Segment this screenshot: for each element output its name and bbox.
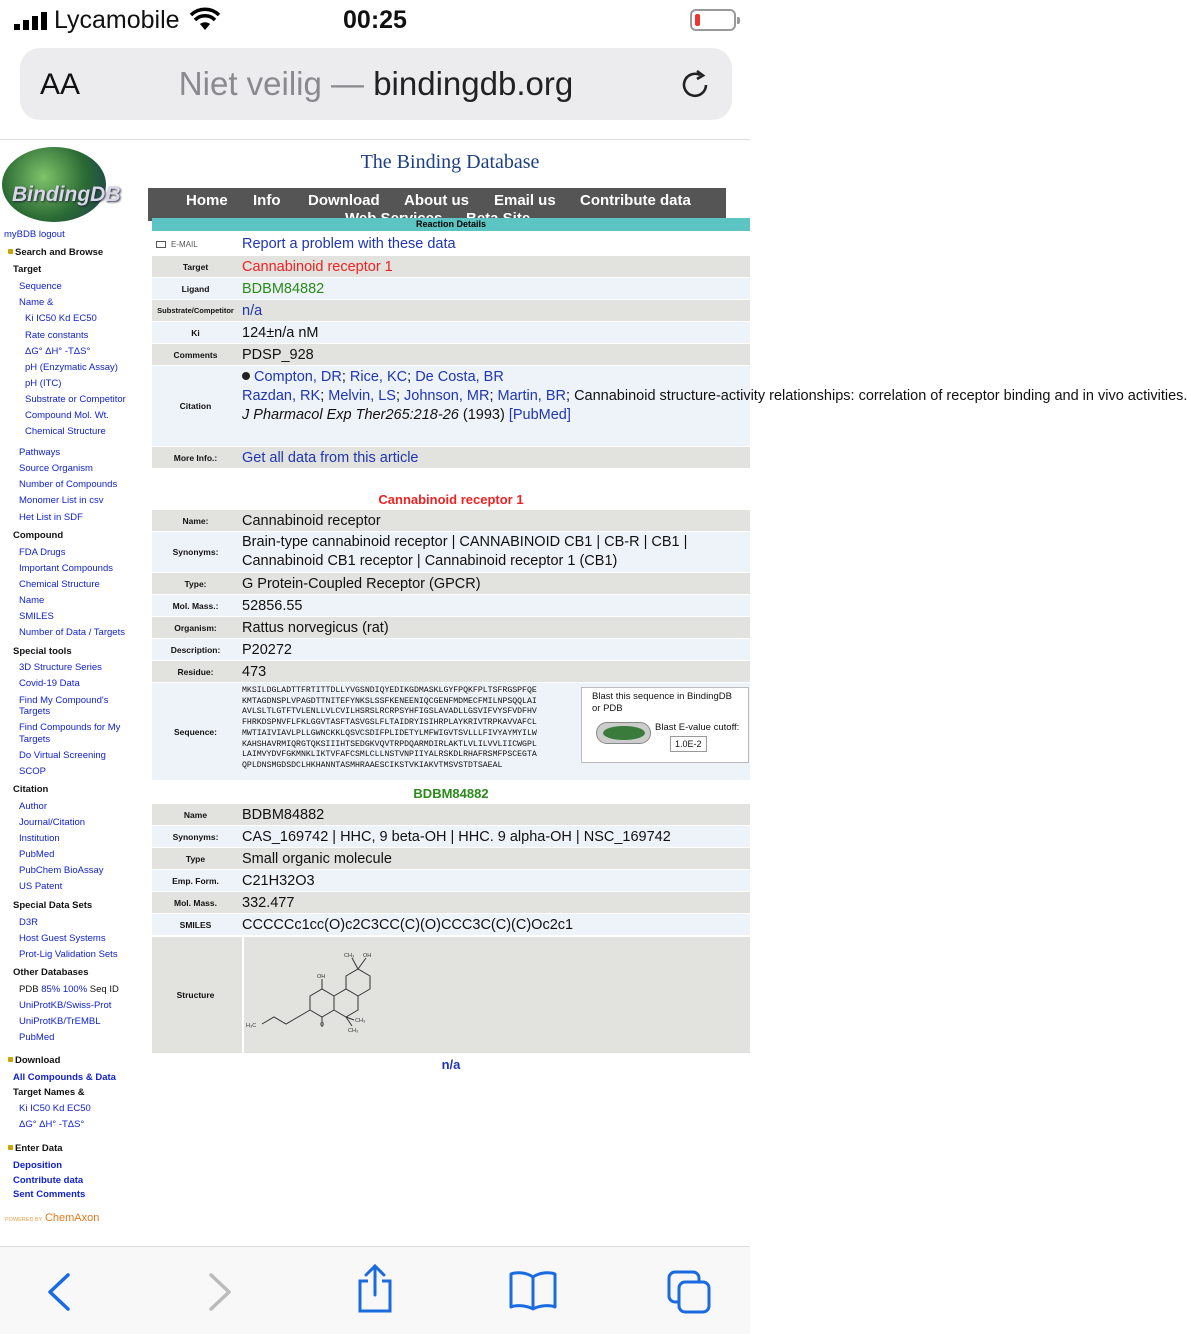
substrate-row xyxy=(152,300,750,321)
sidebar-target-link[interactable]: Ki IC50 Kd EC50 xyxy=(25,313,97,324)
row-key: Description: xyxy=(170,644,221,655)
ki-row xyxy=(152,322,750,343)
article-link[interactable]: Get all data from this article xyxy=(242,449,419,466)
bullet-icon xyxy=(242,372,250,380)
target-section-title: Cannabinoid receptor 1 xyxy=(378,492,524,507)
target-mass: 52856.55 xyxy=(242,597,303,614)
sidebar-target-link[interactable]: Het List in SDF xyxy=(19,512,83,523)
sidebar-target-link[interactable]: Monomer List in csv xyxy=(19,495,104,506)
author-link[interactable]: Compton, DR xyxy=(254,369,342,385)
site-title: The Binding Database xyxy=(360,151,540,173)
web-page xyxy=(0,141,1187,1246)
sidebar-dataset-link[interactable]: Host Guest Systems xyxy=(19,933,106,944)
sidebar-target-link[interactable]: pH (ITC) xyxy=(25,378,62,389)
sidebar-mybdb-link[interactable]: myBDB logout xyxy=(4,229,65,240)
tabs-icon[interactable] xyxy=(666,1269,714,1315)
tsyn-row xyxy=(152,532,750,572)
svg-text:O: O xyxy=(320,1022,325,1028)
row-key: Type xyxy=(185,853,206,864)
sidebar-enter-link[interactable]: Deposition xyxy=(13,1160,63,1171)
sequence-line: AVLSLTLGTFTVLENLLVLCVILHSRSLRCRPSYHFIGSLAVADLLGSVIFVYSFVDFHV xyxy=(242,707,537,717)
row-key: Substrate/Competitor xyxy=(157,306,234,315)
moreinfo-row xyxy=(152,447,750,468)
sidebar-tool-link[interactable]: Covid-19 Data xyxy=(19,678,80,689)
sidebar-enter-link[interactable]: Contribute data xyxy=(13,1175,84,1186)
lmass-row xyxy=(152,892,750,913)
row-key: Organism: xyxy=(174,622,217,633)
sidebar-pdb-line: PDB 85% 100% Seq ID xyxy=(19,984,119,995)
address-bar[interactable] xyxy=(20,48,732,120)
nav-home[interactable]: Home xyxy=(186,192,228,209)
ligand-formula: C21H32O3 xyxy=(242,872,315,889)
comments-row xyxy=(152,344,750,365)
sidebar-citation-link[interactable]: PubChem BioAssay xyxy=(19,865,104,876)
sidebar-heading-other-db: Other Databases xyxy=(13,967,89,978)
lname-row xyxy=(152,804,750,825)
author-link[interactable]: Melvin, LS xyxy=(328,388,396,404)
row-key: Mol. Mass.: xyxy=(172,600,219,611)
browser-toolbar xyxy=(0,1246,750,1334)
sequence-line: MWTIAIVIAVLPLLGWNCKKLQSVCSDIFPLIDETYLMFWIGVTSVLLLFIVYAYMYILW xyxy=(242,728,537,738)
sidebar-dataset-link[interactable]: D3R xyxy=(19,917,39,928)
text-size-button[interactable]: AA xyxy=(40,68,81,101)
citation-journal: J Pharmacol Exp Ther xyxy=(242,407,386,423)
sidebar-compound-link[interactable]: Important Compounds xyxy=(19,563,113,574)
tname-row xyxy=(152,510,750,531)
sidebar-enter-link[interactable]: Sent Comments xyxy=(13,1189,86,1200)
tmass-row xyxy=(152,595,750,616)
ltype-row xyxy=(152,848,750,869)
sidebar-heading-enter: Enter Data xyxy=(8,1143,63,1154)
target-residue: 473 xyxy=(242,663,267,680)
sidebar-target-link[interactable]: Compound Mol. Wt. xyxy=(25,410,109,421)
sequence-line: FHRKDSPNVFLFKLGGVTASFTASVGSLFLTAIDRYISIHRPLAYKRIVTRPKAVVAFCL xyxy=(242,718,537,728)
sidebar-compound-link[interactable]: Number of Data / Targets xyxy=(19,627,125,638)
sidebar-download-sub-link[interactable]: ΔG° ΔH° -TΔS° xyxy=(19,1119,85,1130)
svg-text:OH: OH xyxy=(317,974,326,980)
sidebar-compound-link[interactable]: FDA Drugs xyxy=(19,547,66,558)
svg-text:CH₃: CH₃ xyxy=(348,1028,359,1034)
bookmarks-icon[interactable] xyxy=(508,1269,558,1311)
sidebar-target-link[interactable]: Sequence xyxy=(19,281,62,292)
main-nav xyxy=(148,188,726,221)
tseq-row xyxy=(152,683,750,780)
sidebar-db-link[interactable]: PubMed xyxy=(19,1032,55,1043)
target-description: P20272 xyxy=(242,641,292,658)
sidebar-target-link[interactable]: Pathways xyxy=(19,447,61,458)
nav-contribute[interactable]: Contribute data xyxy=(580,192,691,209)
citation-year: (1993) xyxy=(462,407,505,423)
pdb-85-link[interactable]: 85% xyxy=(41,984,61,995)
sidebar-db-link[interactable]: UniProtKB/Swiss-Prot xyxy=(19,1000,112,1011)
row-key: Ki xyxy=(191,327,200,338)
pdb-100-link[interactable]: 100% xyxy=(62,984,88,995)
nav-email[interactable]: Email us xyxy=(494,192,556,209)
sidebar-tool-link[interactable]: 3D Structure Series xyxy=(19,662,102,673)
author-link[interactable]: Johnson, MR xyxy=(404,388,490,404)
powered-by-chemaxon[interactable]: POWERED BY ChemAxon xyxy=(5,1212,100,1224)
footer-na: n/a xyxy=(441,1057,461,1072)
sidebar-heading-download: Download xyxy=(8,1055,60,1066)
target-link[interactable]: Cannabinoid receptor 1 xyxy=(242,258,393,275)
sidebar-target-link[interactable]: Number of Compounds xyxy=(19,479,118,490)
sidebar-compound-link[interactable]: SMILES xyxy=(19,611,54,622)
sidebar-tool-link[interactable]: Find Compounds for My xyxy=(19,722,121,733)
lform-row xyxy=(152,870,750,891)
author-link[interactable]: Martin, BR xyxy=(497,388,567,404)
row-key: Name xyxy=(183,809,208,820)
sidebar-download-sub-link[interactable]: Ki IC50 Kd EC50 xyxy=(19,1103,91,1114)
author-link[interactable]: Rice, KC xyxy=(349,369,408,385)
row-key: Ligand xyxy=(181,283,210,294)
sequence-line: LAIMVYDVFGKMNKLIKTVFAFCSMLCLLNSTVNPIIYALRSKDLRHAFRSMFPSCEGTA xyxy=(242,750,537,760)
sidebar-target-link[interactable]: pH (Enzymatic Assay) xyxy=(25,362,118,373)
author-link[interactable]: Razdan, RK xyxy=(242,388,321,404)
row-key: Sequence: xyxy=(174,726,217,737)
row-key: Target xyxy=(182,261,209,272)
sidebar-tool-link[interactable]: Find My Compound's xyxy=(19,695,109,706)
target-row xyxy=(152,256,750,277)
ligand-smiles: CCCCCc1cc(O)c2C3CC(C)(O)CCC3C(C)(C)Oc2c1 xyxy=(242,916,574,933)
sidebar xyxy=(0,141,150,1246)
row-key: Citation xyxy=(179,401,212,411)
bullet-icon xyxy=(8,1145,13,1150)
ttype-row xyxy=(152,573,750,594)
sidebar-citation-link[interactable]: PubMed xyxy=(19,849,55,860)
sidebar-tool-link[interactable]: Targets xyxy=(19,706,51,717)
sequence-line: MKSILDGLADTTFRTITTDLLYVGSNDIQYEDIKGDMASKLGYFPQKFPLTSFRGSPFQE xyxy=(242,686,537,695)
sidebar-download-link[interactable]: All Compounds & Data xyxy=(13,1072,116,1083)
ligand-link[interactable]: BDBM84882 xyxy=(242,280,325,297)
sidebar-dataset-link[interactable]: Prot-Lig Validation Sets xyxy=(19,949,118,960)
torg-row xyxy=(152,617,750,638)
row-key: Synonyms: xyxy=(172,547,219,557)
row-key: More Info.: xyxy=(173,452,218,463)
clock: 00:25 xyxy=(343,6,407,34)
svg-text:OH: OH xyxy=(363,953,372,959)
sidebar-compound-link[interactable]: Chemical Structure xyxy=(19,579,100,590)
target-synonyms: Brain-type cannabinoid receptor | CANNABINOID CB1 | CB-R | CB1 | Cannabinoid CB1 receptor | Cannabinoid receptor 1 (CB1) xyxy=(242,534,688,569)
ligand-mass: 332.477 xyxy=(242,894,295,911)
svg-text:H₃C: H₃C xyxy=(246,1023,257,1029)
comments-value: PDSP_928 xyxy=(242,346,314,363)
substrate-link[interactable]: n/a xyxy=(242,302,263,319)
email-label: E-MAIL xyxy=(152,233,239,255)
sidebar-heading-special-data: Special Data Sets xyxy=(13,900,93,911)
structure-cell xyxy=(242,937,750,1053)
lsyn-row xyxy=(152,826,750,847)
url-display[interactable] xyxy=(20,65,732,103)
ligand-row xyxy=(152,278,750,299)
sequence-line: KMTAGDNSPLVPAGDTTNITEFYNKSLSSFKENEENIQCGENFMDMECFMILNPSQQLAI xyxy=(242,696,537,706)
ligand-section-title: BDBM84882 xyxy=(413,786,489,801)
blast-button[interactable] xyxy=(596,722,651,744)
tdesc-row xyxy=(152,639,750,660)
sidebar-citation-link[interactable]: US Patent xyxy=(19,881,63,892)
envelope-icon xyxy=(156,241,166,248)
blast-panel xyxy=(581,687,749,763)
sidebar-compound-link[interactable]: Name xyxy=(19,595,45,606)
sidebar-citation-link[interactable]: Institution xyxy=(19,833,60,844)
sequence-line: QPLDNSMGDSDCLHKHANNTASMHRAAESCIKSTVKIAKVTMSVSTDTSAEAL xyxy=(242,760,503,770)
sidebar-tool-link[interactable]: Do Virtual Screening xyxy=(19,750,106,761)
sidebar-target-link[interactable]: Substrate or Competitor xyxy=(25,394,126,405)
citation-volume: 265:218-26 xyxy=(385,407,459,423)
sidebar-download-label: Target Names & xyxy=(13,1087,85,1098)
citation-title: Cannabinoid structure-activity relationships: correlation of receptor binding and in vivo activities. xyxy=(574,388,1187,404)
sidebar-target-link[interactable]: Name & xyxy=(19,297,54,308)
author-link[interactable]: De Costa, BR xyxy=(415,369,504,385)
status-bar xyxy=(0,0,750,40)
sidebar-target-link[interactable]: Source Organism xyxy=(19,463,93,474)
sidebar-heading-target: Target xyxy=(13,264,42,275)
sidebar-citation-link[interactable]: Author xyxy=(19,801,47,812)
sidebar-target-link[interactable]: Chemical Structure xyxy=(25,426,106,437)
row-key: Mol. Mass. xyxy=(174,897,217,908)
blast-title: Blast this sequence in BindingDB or PDB xyxy=(592,691,732,714)
bullet-icon xyxy=(8,249,13,254)
blast-cutoff-input[interactable]: 1.0E-2 xyxy=(670,736,707,752)
nav-about[interactable]: About us xyxy=(404,192,469,209)
sidebar-target-link[interactable]: Rate constants xyxy=(25,330,89,341)
sidebar-heading-special: Special tools xyxy=(13,646,72,657)
citation-value: Compton, DR; Rice, KC; De Costa, BR Razdan, RK; Melvin, LS; Johnson, MR; Martin, BR; Cannabinoid structure-activity relationships: correlation of receptor binding and in vivo activities. J Pharmacol Exp Ther265:218-26 (1993) [PubMed] xyxy=(242,369,1187,423)
carrier-name: Lycamobile xyxy=(54,6,180,34)
nav-download[interactable]: Download xyxy=(308,192,380,209)
address-bar-area xyxy=(0,40,750,140)
row-key: Type: xyxy=(184,578,207,589)
svg-text:CH₃: CH₃ xyxy=(344,953,355,959)
sidebar-heading-citation: Citation xyxy=(13,784,49,795)
target-name: Cannabinoid receptor xyxy=(242,512,381,529)
row-key: SMILES xyxy=(179,919,212,930)
target-organism: Rattus norvegicus (rat) xyxy=(242,619,389,636)
bullet-icon xyxy=(8,1057,13,1062)
reaction-details-header: Reaction Details xyxy=(152,218,750,231)
target-type: G Protein-Coupled Receptor (GPCR) xyxy=(242,575,481,592)
row-key: Emp. Form. xyxy=(172,875,219,886)
sidebar-tool-link[interactable]: Targets xyxy=(19,734,51,745)
row-key: Structure xyxy=(176,990,215,1000)
ligand-synonyms: CAS_169742 | HHC, 9 beta-OH | HHC. 9 alpha-OH | NSC_169742 xyxy=(242,828,671,845)
row-key: Name: xyxy=(182,515,209,526)
back-icon[interactable] xyxy=(44,1271,74,1313)
insecure-label: Niet veilig — xyxy=(178,65,365,102)
forward-icon[interactable] xyxy=(205,1271,235,1313)
reload-icon[interactable] xyxy=(678,68,712,102)
row-key: Residue: xyxy=(177,666,214,677)
share-icon[interactable] xyxy=(354,1263,396,1315)
svg-text:CH₃: CH₃ xyxy=(355,1018,366,1024)
lstruct-row xyxy=(152,937,750,1053)
bindingdb-logo[interactable]: BindingDB xyxy=(2,147,106,222)
report-row xyxy=(152,233,750,255)
ligand-type: Small organic molecule xyxy=(242,850,392,867)
row-key: Comments xyxy=(173,349,218,360)
structure-image xyxy=(244,950,384,1034)
nav-info[interactable]: Info xyxy=(253,192,281,209)
sidebar-heading-compound: Compound xyxy=(13,530,64,541)
tres-row xyxy=(152,661,750,682)
row-key: Synonyms: xyxy=(172,831,219,842)
lsmiles-row xyxy=(152,914,750,935)
report-link[interactable]: Report a problem with these data xyxy=(242,236,456,252)
ligand-name: BDBM84882 xyxy=(242,806,325,823)
battery-icon xyxy=(690,9,736,31)
ki-value: 124±n/a nM xyxy=(242,324,319,341)
blast-cutoff-label: Blast E-value cutoff: xyxy=(655,722,740,733)
url-domain: bindingdb.org xyxy=(373,65,574,102)
sidebar-db-link[interactable]: UniProtKB/TrEMBL xyxy=(19,1016,101,1027)
citation-row xyxy=(152,366,1187,446)
sidebar-citation-link[interactable]: Journal/Citation xyxy=(19,817,86,828)
sidebar-tool-link[interactable]: SCOP xyxy=(19,766,46,777)
pubmed-link[interactable]: [PubMed] xyxy=(508,407,571,423)
sidebar-heading-search: Search and Browse xyxy=(8,247,103,258)
sidebar-target-link[interactable]: ΔG° ΔH° -TΔS° xyxy=(25,346,91,357)
sequence-line: KAHSHAVRMIQRGTQKSIIIHTSEDGKVQVTRPDQARMDIRLAKTLVLILVVLIICWGPL xyxy=(242,739,537,749)
